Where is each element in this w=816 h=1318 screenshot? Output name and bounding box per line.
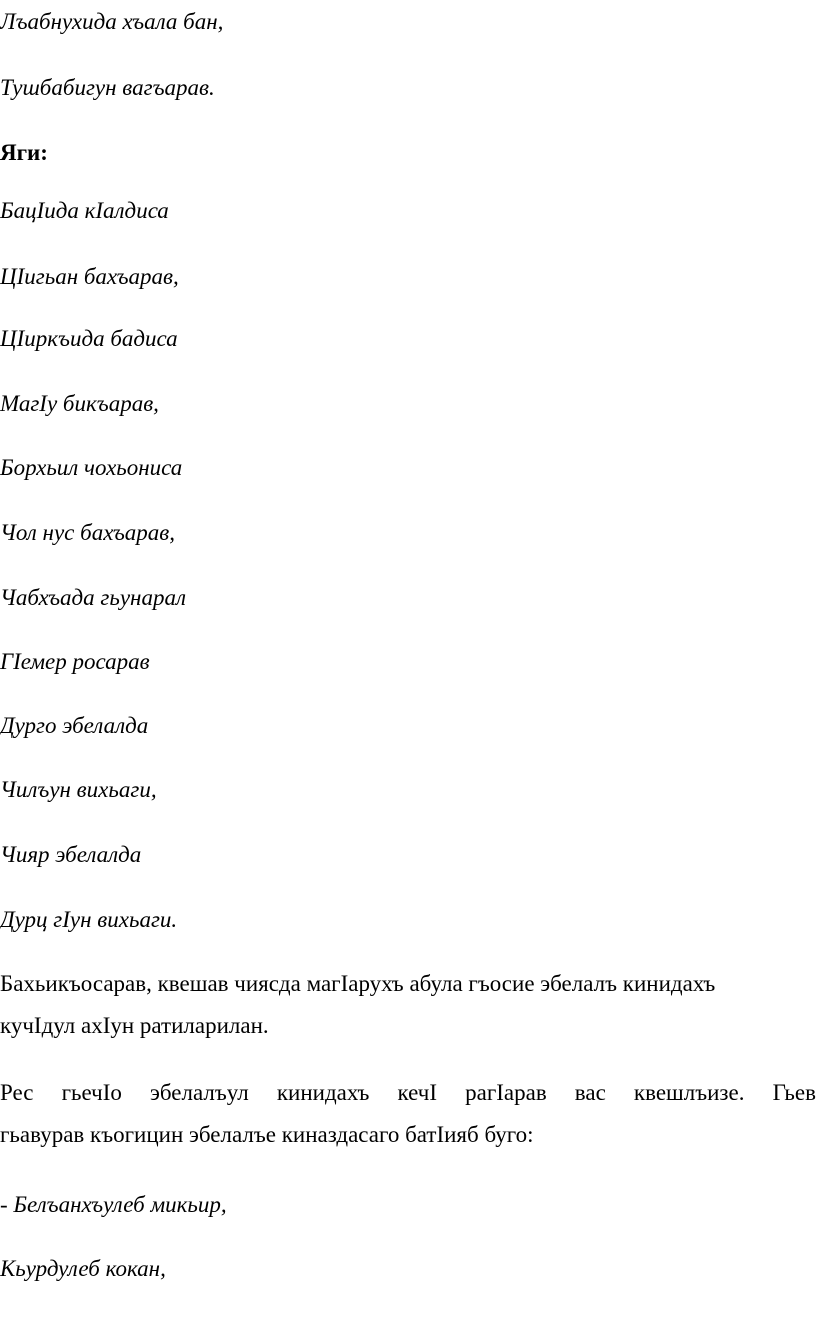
poem-line: Белъанхъулеб микьир, [13, 1192, 227, 1217]
poem-line: ЦІиркъида бадиса [0, 326, 178, 351]
poem-line: Чилъун вихьаги, [0, 777, 157, 802]
poem-line: Борхьил чохьониса [0, 455, 183, 480]
paragraph-line: гьавурав къогицин эбелалъе киназдасаго батІияб буго: [0, 1122, 534, 1147]
dash-mark: - [0, 1192, 14, 1217]
body-paragraph [0, 1079, 816, 1149]
paragraph-line: кучІдул ахІун ратиларилан. [0, 1013, 269, 1038]
poem-line-with-dash [0, 1191, 227, 1219]
poem-line: Кьурдулеб кокан, [0, 1256, 166, 1281]
poem-line: Лъабнухида хъала бан, [0, 9, 224, 34]
poem-line: ЦІигьан бахъарав, [0, 264, 179, 289]
poem-line: БацІида кІалдиса [0, 198, 169, 223]
poem-line: МагІу бикъарав, [0, 391, 159, 416]
poem-line: Чабхъада гьунарал [0, 585, 186, 610]
poem-line: Чол нус бахъарав, [0, 520, 176, 545]
poem-line: Дурц гІун вихьаги. [0, 907, 178, 932]
paragraph-line: Бахьикъосарав, квешав чиясда магІарухъ абула гъосие эбелалъ кинидахъ [0, 971, 716, 996]
body-paragraph [0, 970, 816, 1040]
poem-line: Тушбабигун вагъарав. [0, 75, 215, 100]
poem-line: ГІемер росарав [0, 649, 150, 674]
poem-line: Чияр эбелалда [0, 842, 142, 867]
paragraph-line: Рес гьечІо эбелалъул кинидахъ кечІ рагІарав вас квешлъизе. Гьев [0, 1080, 816, 1105]
poem-line: Дурго эбелалда [0, 713, 149, 738]
section-heading: Яги: [0, 140, 48, 165]
